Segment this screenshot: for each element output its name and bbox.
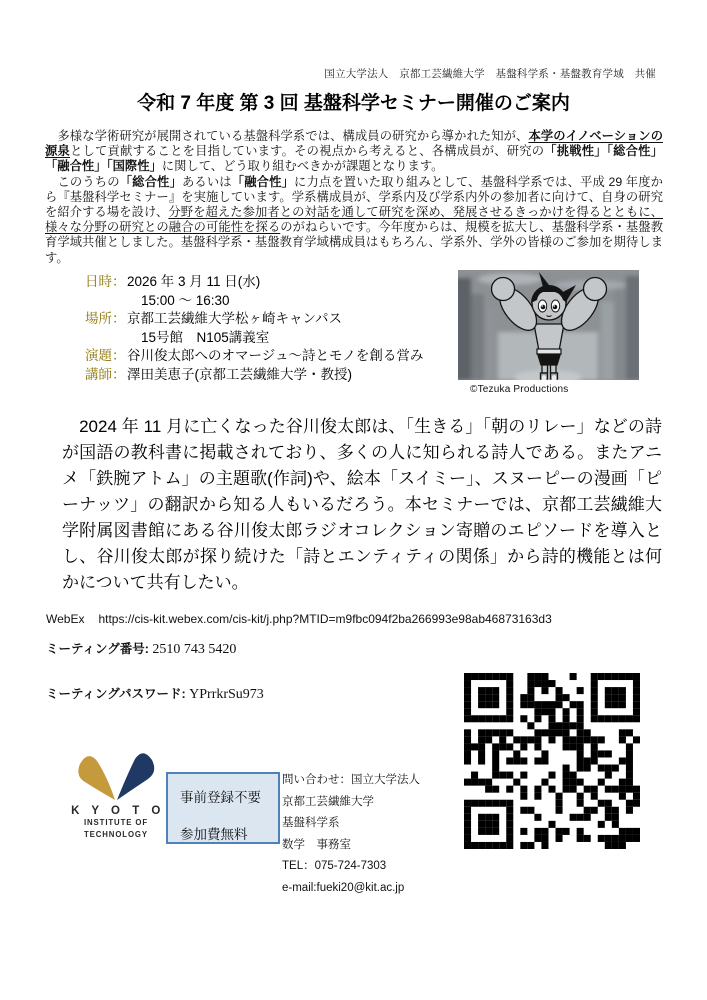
text-run-bold: 「総合性」 [119,174,182,189]
qr-code [464,673,640,849]
text-run: のがねらいです。今年度からは、規模を拡大し、基盤科学系・基盤教育学域共催としました。基盤科学系・基盤教育学域構成員はもちろん、学系外、学外の皆様のご参加を期待します。 [45,220,663,265]
kit-logo-mark [72,753,160,801]
logo-text-technology: TECHNOLOGY [83,829,148,839]
detail-row-place [85,310,423,329]
detail-label: 日時： [85,274,126,289]
intro-paragraph-2 [45,175,663,266]
meeting-password-value: YPrrkrSu973 [189,687,264,702]
webex-url-link[interactable]: https://cis-kit.webex.com/cis-kit/j.php?MTID=m9fbc094f2ba266993e98ab46873163d3 [98,612,552,626]
detail-value: 15号館 N105講義室 [141,329,270,345]
astro-boy-image [458,270,639,380]
contact-info [282,770,420,899]
intro-paragraph-1 [45,129,663,175]
contact-line: TEL：075-724-7303 [282,860,387,872]
webex-line [46,612,552,626]
page-title: 令和 7 年度 第 3 回 基盤科学セミナー開催のご案内 [137,93,570,114]
text-run-bold-underline: 本学のイノベーションの源泉 [45,129,663,159]
detail-label [85,329,127,348]
meeting-password-line [46,684,264,703]
logo-text-kyoto: K Y O T O [71,805,165,817]
text-run: に関して、どう取り組むべきかが課題となります。 [161,159,444,174]
detail-row-topic [85,347,423,366]
text-run: あるいは [181,174,232,189]
contact-line: e-mail:fueki20@kit.ac.jp [282,881,405,894]
contact-line: 基盤科学系 [282,817,340,829]
text-run-bold: 「融合性」 [231,174,294,189]
event-details [85,273,423,385]
cohost-line: 国立大学法人 京都工芸繊維大学 基盤科学系・基盤教育学域 共催 [324,68,656,80]
registration-box [166,772,280,844]
detail-label: 演題： [85,348,126,364]
text-run-underline: 分野を超えた参加者との対話を通して研究を深め、発展させるきっかけを得るとともに、様々な分野の研究との融合の可能性を探る [45,205,663,235]
image-credit: ©Tezuka Productions [470,384,569,395]
registration-line-1: 事前登録不要 [180,790,261,805]
meeting-number-line [46,639,236,658]
text-run: として貢献することを目指しています。その視点から考えると、各構成員が、研究の [70,144,545,159]
text-run: に力点を置いた取り組みとして、基盤科学系では、平成 29 年度から『基盤科学セミナー』を実施しています。学系構成員が、学系内及び学系内外の参加者に向けて、自身の研究を紹介する場を設け、 [45,174,663,220]
detail-value: 15:00 ～ 16:30 [141,292,230,308]
abstract-paragraph: 2024 年 11 月に亡くなった谷川俊太郎は、「生きる」「朝のリレー」などの詩が国語の教科書に掲載されており、多くの人に知られる詩人である。またアニメ「鉄腕アトム」の主題歌(作詞)や、絵本「スイミー」、スヌーピーの漫画「ピーナッツ」の翻訳から知る人もいるだろう。本セミナーでは、京都工芸繊維大学附属図書館にある谷川俊太郎ラジオコレクション寄贈のエピソードを導入とし、谷川俊太郎が探り続けた「詩とエンティティの関係」から詩的機能とは何かについて共有したい。 [62,417,662,592]
detail-label: 場所： [85,311,126,327]
detail-row-time [85,292,423,311]
kit-logo [60,753,172,840]
detail-label [85,292,127,311]
detail-label: 講師： [85,366,126,382]
detail-value: 澤田美恵子(京都工芸繊維大学・教授) [127,366,352,382]
contact-line: 問い合わせ：国立大学法人 [282,774,420,786]
intro-section [45,129,663,266]
contact-line: 京都工芸繊維大学 [282,795,374,808]
detail-value: 谷川俊太郎へのオマージュ～詩とモノを創る営み [127,348,424,364]
detail-value: 京都工芸繊維大学松ヶ崎キャンパス [127,311,343,327]
text-run-bold: 「挑戦性」「総合性」「融合性」「国際性」 [45,144,663,174]
logo-text-institute: INSTITUTE OF [83,818,149,827]
meeting-number-value: 2510 743 5420 [152,642,237,657]
text-run: このうちの [45,174,120,189]
meeting-password-label: ミーティングパスワード: [46,687,190,701]
detail-row-date [85,273,423,292]
text-run: 多様な学術研究が展開されている基盤科学系では、構成員の研究から導かれた知が、 [45,129,529,143]
detail-row-speaker [85,366,423,385]
detail-value: 2026 年 3 月 11 日(水) [127,274,261,289]
webex-label: WebEx [46,612,85,626]
meeting-number-label: ミーティング番号: [46,642,153,656]
contact-line: 数学 事務室 [282,838,351,851]
registration-line-2: 参加費無料 [180,827,248,842]
astro-boy-figure [458,270,639,395]
detail-row-room [85,329,423,348]
